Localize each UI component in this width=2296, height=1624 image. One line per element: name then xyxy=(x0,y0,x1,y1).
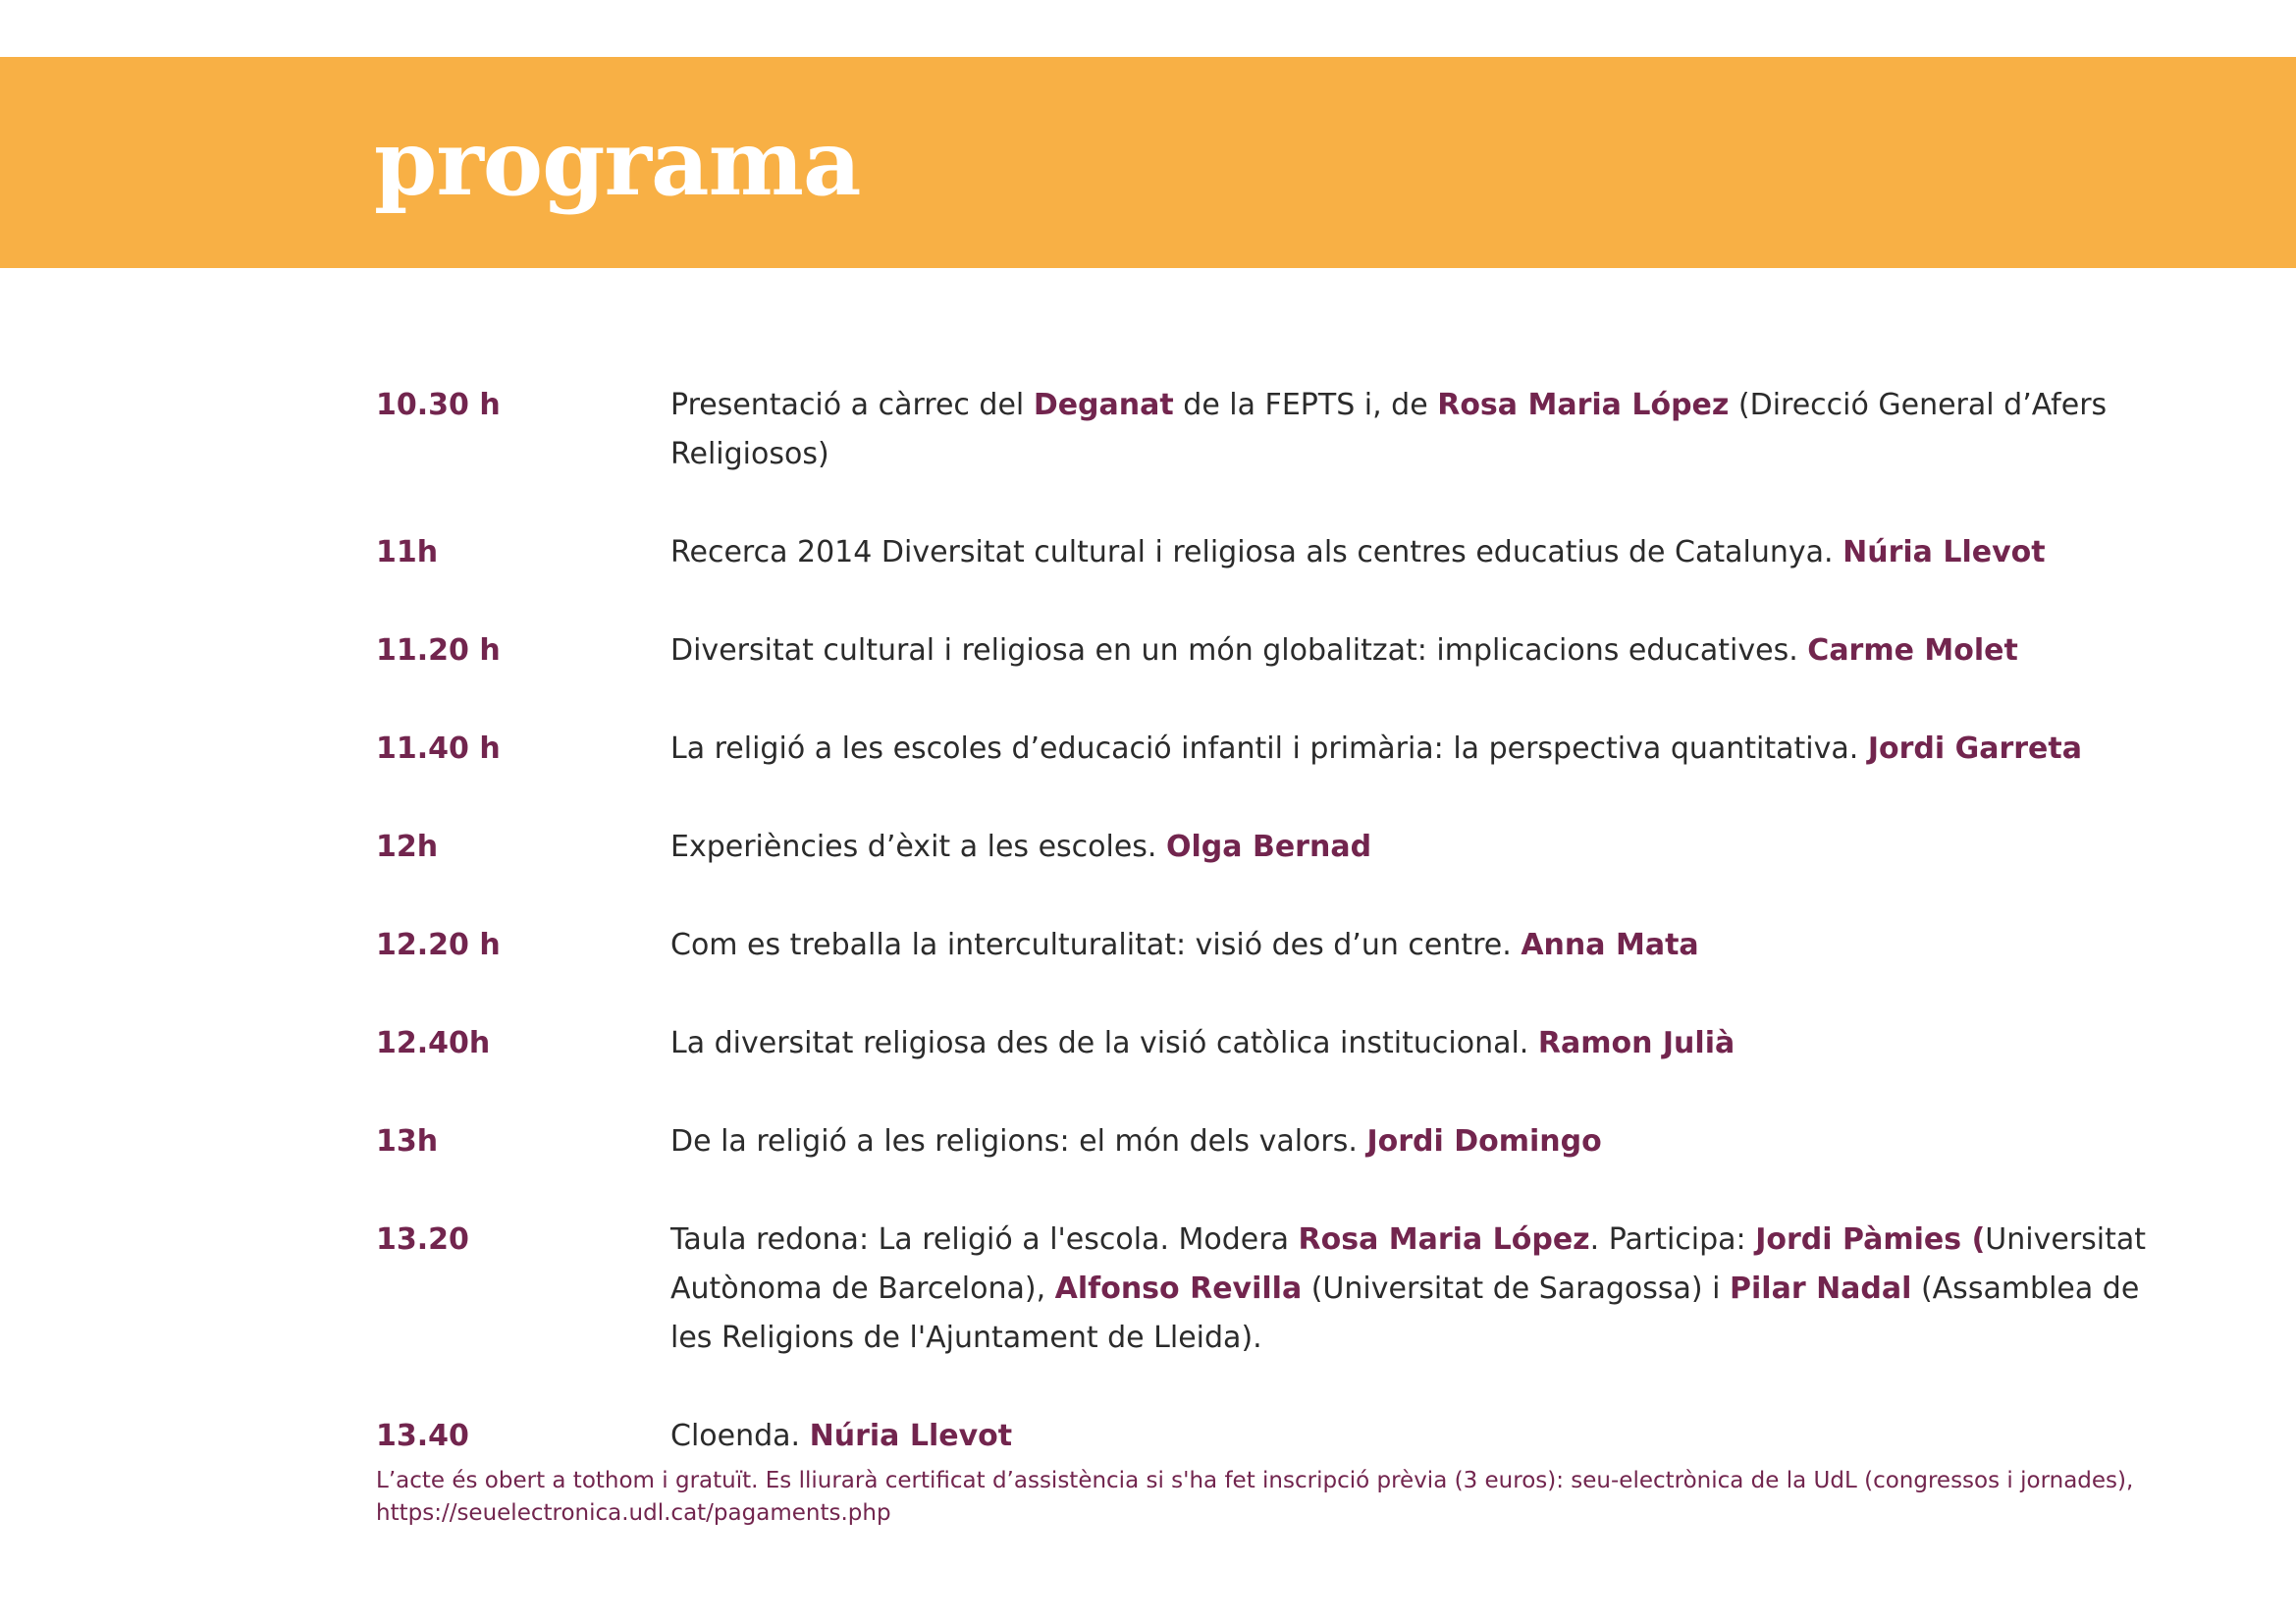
schedule-description xyxy=(670,823,2182,872)
schedule-description xyxy=(670,921,2182,970)
footer-note-link[interactable]: https://seuelectronica.udl.cat/pagaments.php xyxy=(376,1500,891,1526)
schedule-description xyxy=(670,1117,2182,1166)
schedule-description xyxy=(670,1019,2182,1068)
schedule-row xyxy=(376,381,2182,479)
speaker-name: Olga Bernad xyxy=(1166,830,1372,864)
speaker-name: Rosa Maria López xyxy=(1298,1222,1590,1257)
description-text: Recerca 2014 Diversitat cultural i religiosa als centres educatius de Catalunya. xyxy=(670,535,1843,569)
description-text: (Direcció General d’Afers Religiosos) xyxy=(670,388,2108,471)
schedule-description xyxy=(670,626,2182,676)
schedule-row xyxy=(376,725,2182,774)
description-text: (Universitat de Saragossa) i xyxy=(1302,1272,1731,1306)
schedule-description xyxy=(670,381,2182,479)
speaker-name: Carme Molet xyxy=(1807,633,2018,668)
description-text: Presentació a càrrec del xyxy=(670,388,1034,422)
description-text: (Assamblea de les Religions de l'Ajuntament de Lleida). xyxy=(670,1272,2140,1355)
speaker-name: Alfonso Revilla xyxy=(1054,1272,1303,1306)
schedule-row xyxy=(376,1216,2182,1363)
schedule-time: 13h xyxy=(376,1124,439,1159)
description-text: La religió a les escoles d’educació infantil i primària: la perspectiva quantitativa. xyxy=(670,731,1868,766)
schedule-description xyxy=(670,725,2182,774)
page-title: programa xyxy=(374,110,861,216)
schedule-time: 12.40h xyxy=(376,1026,491,1060)
schedule-row xyxy=(376,528,2182,577)
speaker-name: Jordi Pàmies ( xyxy=(1755,1222,1986,1257)
description-text: Com es treballa la interculturalitat: visió des d’un centre. xyxy=(670,928,1522,962)
speaker-name: Núria Llevot xyxy=(1842,535,2046,569)
schedule-row xyxy=(376,823,2182,872)
schedule-row xyxy=(376,626,2182,676)
speaker-name: Núria Llevot xyxy=(809,1419,1013,1453)
description-text: de la FEPTS i, de xyxy=(1173,388,1438,422)
description-text: Taula redona: La religió a l'escola. Modera xyxy=(670,1222,1299,1257)
description-text: Universitat Autònoma de Barcelona), xyxy=(670,1222,2147,1306)
schedule-description xyxy=(670,528,2182,577)
schedule-row xyxy=(376,921,2182,970)
schedule-description xyxy=(670,1216,2182,1363)
speaker-name: Pilar Nadal xyxy=(1730,1272,1912,1306)
speaker-name: Jordi Garreta xyxy=(1867,731,2082,766)
speaker-name: Anna Mata xyxy=(1521,928,1699,962)
schedule-row xyxy=(376,1412,2182,1461)
schedule-time: 12.20 h xyxy=(376,928,501,962)
schedule-row xyxy=(376,1117,2182,1166)
schedule-time: 11h xyxy=(376,535,439,569)
description-text: . Participa: xyxy=(1589,1222,1756,1257)
schedule-row xyxy=(376,1019,2182,1068)
speaker-name: Deganat xyxy=(1033,388,1174,422)
description-text: Cloenda. xyxy=(670,1419,810,1453)
program-list xyxy=(376,381,2182,1510)
description-text: Experiències d’èxit a les escoles. xyxy=(670,830,1167,864)
header-banner xyxy=(0,57,2296,268)
description-text: La diversitat religiosa des de la visió catòlica institucional. xyxy=(670,1026,1538,1060)
description-text: De la religió a les religions: el món dels valors. xyxy=(670,1124,1367,1159)
schedule-time: 11.40 h xyxy=(376,731,501,766)
schedule-time: 12h xyxy=(376,830,439,864)
footer-note-line-1: L’acte és obert a tothom i gratuït. Es lliurarà certificat d’assistència si s'ha fet inscripció prèvia (3 euros): seu-electrònica de la UdL (congressos i jornades), xyxy=(376,1468,2134,1493)
speaker-name: Rosa Maria López xyxy=(1437,388,1730,422)
speaker-name: Jordi Domingo xyxy=(1366,1124,1602,1159)
schedule-time: 13.40 xyxy=(376,1419,469,1453)
schedule-description xyxy=(670,1412,2182,1461)
footer-note xyxy=(376,1465,2163,1530)
schedule-time: 10.30 h xyxy=(376,388,501,422)
speaker-name: Ramon Julià xyxy=(1537,1026,1735,1060)
description-text: Diversitat cultural i religiosa en un món globalitzat: implicacions educatives. xyxy=(670,633,1808,668)
schedule-time: 13.20 xyxy=(376,1222,469,1257)
schedule-time: 11.20 h xyxy=(376,633,501,668)
